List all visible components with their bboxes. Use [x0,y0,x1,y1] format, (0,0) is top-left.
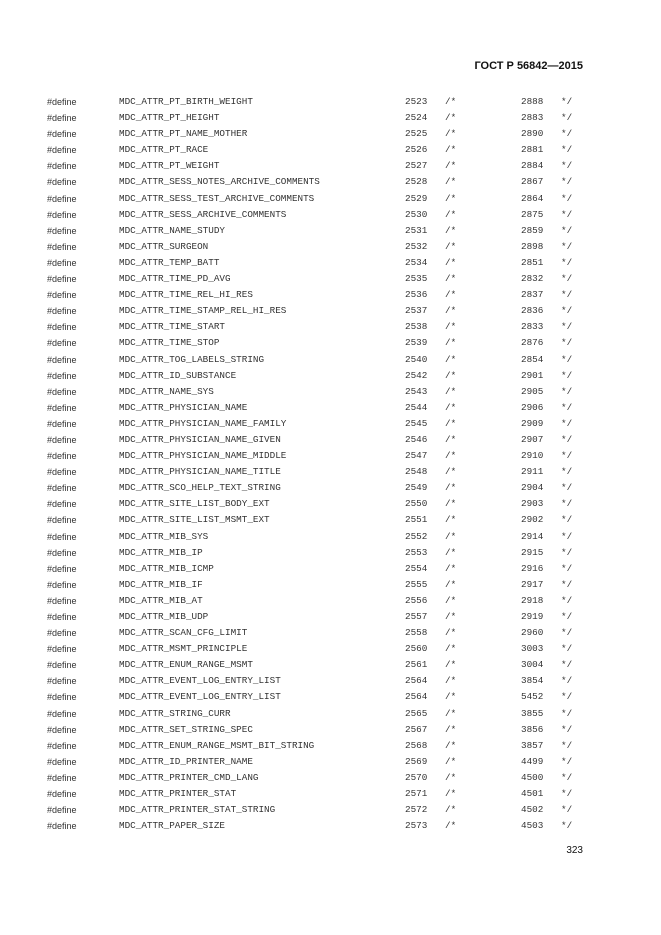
constant-name: MDC_ATTR_SET_STRING_SPEC [119,723,253,735]
constant-code: 2552 [405,530,428,542]
comment-open: /* [445,128,457,140]
comment-close: */ [561,482,573,494]
comment-ref: 2910 [521,450,544,462]
define-keyword: #define [47,306,77,317]
define-keyword: #define [47,595,77,606]
constant-name: MDC_ATTR_PHYSICIAN_NAME_GIVEN [119,433,281,445]
constant-code: 2530 [405,208,428,220]
constant-name: MDC_ATTR_PRINTER_CMD_LANG [119,771,259,783]
page-number: 323 [566,845,583,856]
comment-close: */ [561,578,573,590]
constant-code: 2542 [405,369,428,381]
comment-ref: 2876 [521,337,544,349]
constant-code: 2564 [405,691,428,703]
comment-ref: 3854 [521,675,544,687]
constant-name: MDC_ATTR_PT_BIRTH_WEIGHT [119,96,253,107]
comment-ref: 2919 [521,611,544,622]
comment-close: */ [561,771,573,783]
constant-name: MDC_ATTR_NAME_SYS [119,385,214,397]
define-keyword: #define [47,821,77,832]
comment-open: /* [445,385,457,397]
comment-close: */ [561,224,573,236]
constant-name: MDC_ATTR_SITE_LIST_MSMT_EXT [119,514,270,526]
comment-close: */ [561,562,573,574]
comment-close: */ [561,739,573,751]
comment-open: /* [445,788,457,800]
comment-close: */ [561,611,573,622]
constant-name: MDC_ATTR_TEMP_BATT [119,256,220,268]
define-keyword: #define [47,257,77,268]
comment-ref: 4503 [521,820,544,832]
constant-name: MDC_ATTR_PHYSICIAN_NAME_MIDDLE [119,450,287,462]
comment-ref: 3855 [521,707,544,719]
constant-code: 2528 [405,176,428,188]
comment-open: /* [445,546,457,558]
constant-code: 2573 [405,820,428,832]
constant-code: 2558 [405,627,428,639]
constant-name: MDC_ATTR_MIB_SYS [119,530,209,542]
constant-name: MDC_ATTR_MIB_AT [119,594,203,606]
comment-close: */ [561,707,573,719]
constant-name: MDC_ATTR_ID_SUBSTANCE [119,369,237,381]
comment-open: /* [445,804,457,816]
define-keyword: #define [47,290,77,301]
comment-close: */ [561,176,573,188]
comment-close: */ [561,305,573,317]
constant-name: MDC_ATTR_MIB_IP [119,546,203,558]
comment-close: */ [561,594,573,606]
comment-ref: 2906 [521,401,544,413]
comment-ref: 2888 [521,96,544,107]
comment-close: */ [561,514,573,526]
comment-close: */ [561,450,573,462]
constant-name: MDC_ATTR_STRING_CURR [119,707,231,719]
comment-open: /* [445,176,457,188]
constant-code: 2547 [405,450,428,462]
constant-code: 2544 [405,401,428,413]
constant-code: 2529 [405,192,428,204]
comment-close: */ [561,755,573,767]
constant-code: 2534 [405,256,428,268]
comment-ref: 2832 [521,273,544,285]
constant-name: MDC_ATTR_ID_PRINTER_NAME [119,755,253,767]
comment-close: */ [561,433,573,445]
comment-close: */ [561,273,573,285]
define-keyword: #define [47,274,77,285]
comment-open: /* [445,433,457,445]
comment-ref: 2851 [521,256,544,268]
constant-code: 2572 [405,804,428,816]
define-keyword: #define [47,418,77,429]
constant-code: 2526 [405,144,428,156]
define-keyword: #define [47,628,77,639]
comment-ref: 4499 [521,755,544,767]
comment-close: */ [561,820,573,832]
comment-open: /* [445,353,457,365]
constant-name: MDC_ATTR_ENUM_RANGE_MSMT [119,659,253,671]
define-keyword: #define [47,402,77,413]
define-keyword: #define [47,483,77,494]
comment-close: */ [561,401,573,413]
define-keyword: #define [47,660,77,671]
constant-code: 2538 [405,321,428,333]
define-keyword: #define [47,499,77,510]
comment-open: /* [445,659,457,671]
constant-code: 2555 [405,578,428,590]
define-keyword: #define [47,161,77,172]
comment-open: /* [445,611,457,622]
define-keyword: #define [47,676,77,687]
constant-code: 2570 [405,771,428,783]
constant-name: MDC_ATTR_TIME_PD_AVG [119,273,231,285]
comment-open: /* [445,224,457,236]
comment-ref: 2917 [521,578,544,590]
comment-open: /* [445,208,457,220]
constant-name: MDC_ATTR_TOG_LABELS_STRING [119,353,265,365]
comment-ref: 2883 [521,112,544,124]
comment-close: */ [561,498,573,510]
comment-close: */ [561,466,573,478]
define-keyword: #define [47,225,77,236]
constant-name: MDC_ATTR_SESS_ARCHIVE_COMMENTS [119,208,287,220]
comment-close: */ [561,417,573,429]
comment-ref: 3857 [521,739,544,751]
define-keyword: #define [47,113,77,124]
comment-open: /* [445,691,457,703]
constant-name: MDC_ATTR_SCO_HELP_TEXT_STRING [119,482,281,494]
comment-ref: 2854 [521,353,544,365]
constant-name: MDC_ATTR_PAPER_SIZE [119,820,226,832]
comment-ref: 2915 [521,546,544,558]
constant-name: MDC_ATTR_PHYSICIAN_NAME_FAMILY [119,417,287,429]
constant-name: MDC_ATTR_NAME_STUDY [119,224,226,236]
comment-close: */ [561,256,573,268]
constant-name: MDC_ATTR_TIME_START [119,321,226,333]
comment-open: /* [445,530,457,542]
comment-close: */ [561,369,573,381]
constant-code: 2567 [405,723,428,735]
comment-close: */ [561,353,573,365]
define-keyword: #define [47,338,77,349]
comment-close: */ [561,804,573,816]
define-keyword: #define [47,563,77,574]
constant-code: 2536 [405,289,428,301]
comment-ref: 2902 [521,514,544,526]
comment-close: */ [561,659,573,671]
define-keyword: #define [47,241,77,252]
comment-open: /* [445,240,457,252]
constant-code: 2553 [405,546,428,558]
comment-ref: 2833 [521,321,544,333]
comment-open: /* [445,498,457,510]
comment-open: /* [445,562,457,574]
constant-name: MDC_ATTR_TIME_REL_HI_RES [119,289,253,301]
define-keyword: #define [47,740,77,751]
comment-ref: 4501 [521,788,544,800]
constant-code: 2525 [405,128,428,140]
comment-close: */ [561,128,573,140]
constant-name: MDC_ATTR_TIME_STOP [119,337,220,349]
comment-close: */ [561,112,573,124]
define-keyword: #define [47,708,77,719]
define-keyword: #define [47,145,77,156]
constant-name: MDC_ATTR_PT_HEIGHT [119,112,220,124]
comment-ref: 2918 [521,594,544,606]
constant-name: MDC_ATTR_SESS_NOTES_ARCHIVE_COMMENTS [119,176,320,188]
comment-open: /* [445,450,457,462]
comment-ref: 2837 [521,289,544,301]
constant-code: 2549 [405,482,428,494]
comment-open: /* [445,643,457,655]
comment-ref: 2909 [521,417,544,429]
comment-ref: 2898 [521,240,544,252]
define-keyword: #define [47,612,77,622]
constant-code: 2527 [405,160,428,172]
comment-ref: 2890 [521,128,544,140]
comment-ref: 2907 [521,433,544,445]
constant-name: MDC_ATTR_PRINTER_STAT [119,788,237,800]
constant-name: MDC_ATTR_MIB_ICMP [119,562,214,574]
page-header-title: ГОСТ Р 56842—2015 [474,60,583,72]
constant-code: 2565 [405,707,428,719]
comment-close: */ [561,321,573,333]
comment-ref: 2903 [521,498,544,510]
comment-ref: 2836 [521,305,544,317]
constant-code: 2543 [405,385,428,397]
comment-open: /* [445,820,457,832]
constant-name: MDC_ATTR_SCAN_CFG_LIMIT [119,627,248,639]
constant-name: MDC_ATTR_PRINTER_STAT_STRING [119,804,276,816]
constant-code: 2540 [405,353,428,365]
comment-open: /* [445,739,457,751]
constant-code: 2550 [405,498,428,510]
constant-name: MDC_ATTR_SURGEON [119,240,209,252]
define-keyword: #define [47,756,77,767]
constant-name: MDC_ATTR_PT_NAME_MOTHER [119,128,248,140]
constant-code: 2571 [405,788,428,800]
comment-open: /* [445,594,457,606]
define-keyword: #define [47,805,77,816]
define-keyword: #define [47,434,77,445]
constant-code: 2568 [405,739,428,751]
define-keyword: #define [47,193,77,204]
constant-name: MDC_ATTR_PT_RACE [119,144,209,156]
constant-name: MDC_ATTR_PT_WEIGHT [119,160,220,172]
comment-ref: 2875 [521,208,544,220]
comment-close: */ [561,546,573,558]
comment-close: */ [561,723,573,735]
constant-name: MDC_ATTR_MIB_UDP [119,611,209,622]
comment-ref: 2864 [521,192,544,204]
define-keyword: #define [47,772,77,783]
define-keyword: #define [47,129,77,140]
comment-open: /* [445,578,457,590]
constant-code: 2545 [405,417,428,429]
comment-open: /* [445,144,457,156]
define-keyword: #define [47,322,77,333]
define-keyword: #define [47,692,77,703]
comment-ref: 5452 [521,691,544,703]
constant-code: 2560 [405,643,428,655]
comment-open: /* [445,96,457,107]
comment-ref: 2905 [521,385,544,397]
define-keyword: #define [47,547,77,558]
comment-open: /* [445,273,457,285]
comment-close: */ [561,530,573,542]
comment-open: /* [445,337,457,349]
comment-close: */ [561,144,573,156]
constant-name: MDC_ATTR_SESS_TEST_ARCHIVE_COMMENTS [119,192,315,204]
comment-ref: 2901 [521,369,544,381]
comment-open: /* [445,160,457,172]
comment-ref: 2911 [521,466,544,478]
comment-open: /* [445,755,457,767]
constant-name: MDC_ATTR_PHYSICIAN_NAME_TITLE [119,466,281,478]
comment-close: */ [561,160,573,172]
comment-open: /* [445,256,457,268]
constant-code: 2535 [405,273,428,285]
comment-open: /* [445,401,457,413]
comment-ref: 3856 [521,723,544,735]
define-keyword: #define [47,531,77,542]
comment-ref: 2881 [521,144,544,156]
comment-ref: 3004 [521,659,544,671]
constant-name: MDC_ATTR_EVENT_LOG_ENTRY_LIST [119,691,281,703]
define-keyword: #define [47,579,77,590]
define-keyword: #define [47,97,77,107]
constant-name: MDC_ATTR_MIB_IF [119,578,203,590]
constant-name: MDC_ATTR_TIME_STAMP_REL_HI_RES [119,305,287,317]
comment-open: /* [445,192,457,204]
define-keyword: #define [47,354,77,365]
define-keyword: #define [47,370,77,381]
comment-close: */ [561,208,573,220]
comment-open: /* [445,482,457,494]
define-keyword: #define [47,451,77,462]
comment-ref: 2859 [521,224,544,236]
comment-close: */ [561,691,573,703]
comment-close: */ [561,675,573,687]
comment-ref: 2916 [521,562,544,574]
constant-code: 2569 [405,755,428,767]
comment-close: */ [561,96,573,107]
comment-close: */ [561,385,573,397]
comment-open: /* [445,771,457,783]
comment-open: /* [445,289,457,301]
comment-ref: 2904 [521,482,544,494]
comment-open: /* [445,112,457,124]
comment-ref: 2867 [521,176,544,188]
comment-open: /* [445,514,457,526]
comment-close: */ [561,627,573,639]
constant-code: 2554 [405,562,428,574]
constant-name: MDC_ATTR_ENUM_RANGE_MSMT_BIT_STRING [119,739,315,751]
comment-open: /* [445,675,457,687]
comment-open: /* [445,627,457,639]
comment-open: /* [445,369,457,381]
define-keyword: #define [47,209,77,220]
constant-code: 2539 [405,337,428,349]
constant-code: 2561 [405,659,428,671]
comment-open: /* [445,321,457,333]
constant-name: MDC_ATTR_PHYSICIAN_NAME [119,401,248,413]
constant-code: 2531 [405,224,428,236]
comment-ref: 2884 [521,160,544,172]
constant-code: 2523 [405,96,428,107]
comment-open: /* [445,723,457,735]
constant-code: 2557 [405,611,428,622]
constant-name: MDC_ATTR_EVENT_LOG_ENTRY_LIST [119,675,281,687]
constant-name: MDC_ATTR_SITE_LIST_BODY_EXT [119,498,270,510]
define-keyword: #define [47,515,77,526]
comment-open: /* [445,417,457,429]
comment-open: /* [445,305,457,317]
constant-code: 2564 [405,675,428,687]
comment-close: */ [561,192,573,204]
comment-open: /* [445,707,457,719]
comment-close: */ [561,240,573,252]
constant-code: 2551 [405,514,428,526]
define-keyword: #define [47,644,77,655]
constant-name: MDC_ATTR_MSMT_PRINCIPLE [119,643,248,655]
comment-ref: 2914 [521,530,544,542]
define-keyword: #define [47,467,77,478]
constant-code: 2546 [405,433,428,445]
comment-close: */ [561,788,573,800]
comment-close: */ [561,289,573,301]
define-keyword: #define [47,789,77,800]
comment-close: */ [561,337,573,349]
comment-ref: 4502 [521,804,544,816]
define-keyword: #define [47,177,77,188]
comment-close: */ [561,643,573,655]
constant-code: 2548 [405,466,428,478]
constant-code: 2537 [405,305,428,317]
constant-code: 2556 [405,594,428,606]
comment-ref: 3003 [521,643,544,655]
comment-ref: 4500 [521,771,544,783]
define-keyword: #define [47,724,77,735]
comment-ref: 2960 [521,627,544,639]
define-keyword: #define [47,386,77,397]
comment-open: /* [445,466,457,478]
constant-code: 2532 [405,240,428,252]
constant-code: 2524 [405,112,428,124]
